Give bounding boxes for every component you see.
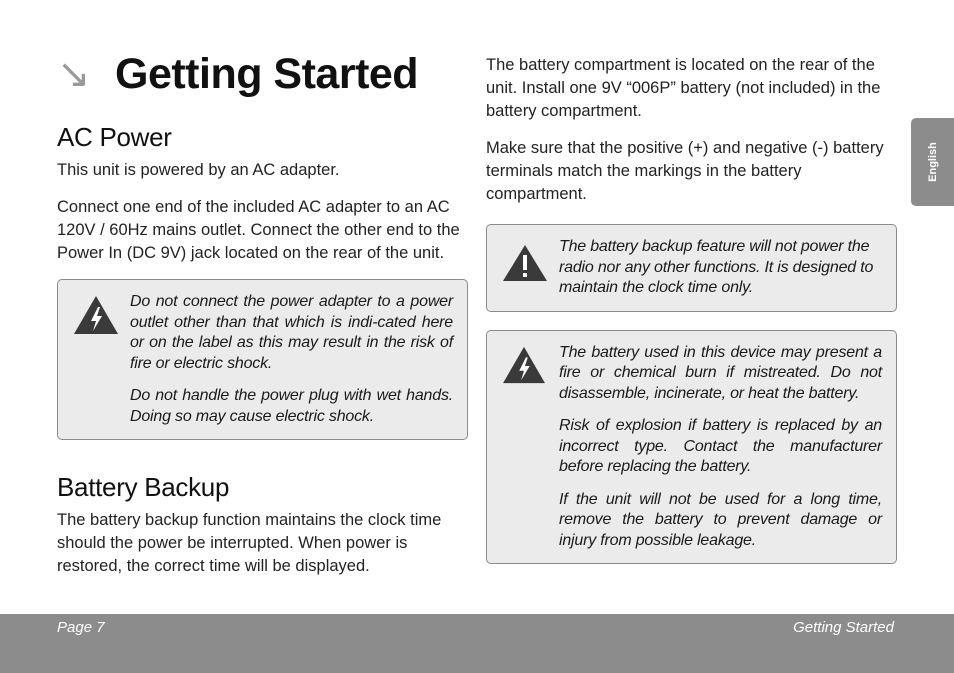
battery-caution-box [486, 224, 897, 312]
battery-caution-text: The battery backup feature will not power the radio nor any other functions. It is designed to maintain the clock time only. [559, 238, 874, 296]
ac-power-warning-text-2: Do not handle the power plug with wet hands. Doing so may cause electric shock. [130, 387, 453, 425]
battery-warning-text-1: The battery used in this device may present a fire or chemical burn if mistreated. Do not disassemble, incinerate, or heat the battery. [559, 343, 882, 402]
ac-power-warning-text-1: Do not connect the power adapter to a power outlet other than that which is indi-cated here or on the label as this may result in the risk of fire or electric shock. [130, 293, 453, 372]
right-column [486, 54, 897, 564]
page-title-row [57, 48, 468, 100]
battery-compartment-text: The battery compartment is located on the rear of the unit. Install one 9V “006P” battery (not included) in the battery compartment. [486, 56, 881, 120]
battery-backup-heading: Battery Backup [57, 472, 230, 502]
battery-warning-box [486, 330, 897, 565]
battery-warning-text-3: If the unit will not be used for a long time, remove the battery to prevent damage or injury from possible leakage. [559, 490, 882, 549]
ac-power-instructions: Connect one end of the included AC adapter to an AC 120V / 60Hz mains outlet. Connect the other end to the Power In (DC 9V) jack located on the rear of the unit. [57, 198, 460, 262]
page-number: Page 7 [57, 619, 105, 636]
ac-power-intro: This unit is powered by an AC adapter. [57, 161, 340, 179]
left-column [57, 48, 468, 592]
ac-power-heading: AC Power [57, 122, 172, 152]
page-title: Getting Started [115, 49, 419, 98]
footer-section-title: Getting Started [793, 619, 894, 636]
south-east-arrow-icon: ↘ [57, 52, 91, 96]
exclamation-warning-icon [501, 243, 549, 283]
battery-warning-text-2: Risk of explosion if battery is replaced by an incorrect type. Contact the manufacturer before replacing the battery. [559, 417, 882, 475]
language-tab-label: English [926, 142, 939, 182]
page-footer [0, 614, 954, 673]
language-tab [911, 118, 954, 206]
electric-shock-warning-icon [72, 294, 120, 336]
battery-backup-text: The battery backup function maintains the clock time should the power be interrupted. When power is restored, the correct time will be displayed. [57, 511, 442, 575]
ac-power-warning-box [57, 279, 468, 440]
electric-shock-warning-icon [501, 345, 547, 385]
battery-polarity-text: Make sure that the positive (+) and negative (-) battery terminals match the markings in the battery compartment. [486, 139, 884, 203]
